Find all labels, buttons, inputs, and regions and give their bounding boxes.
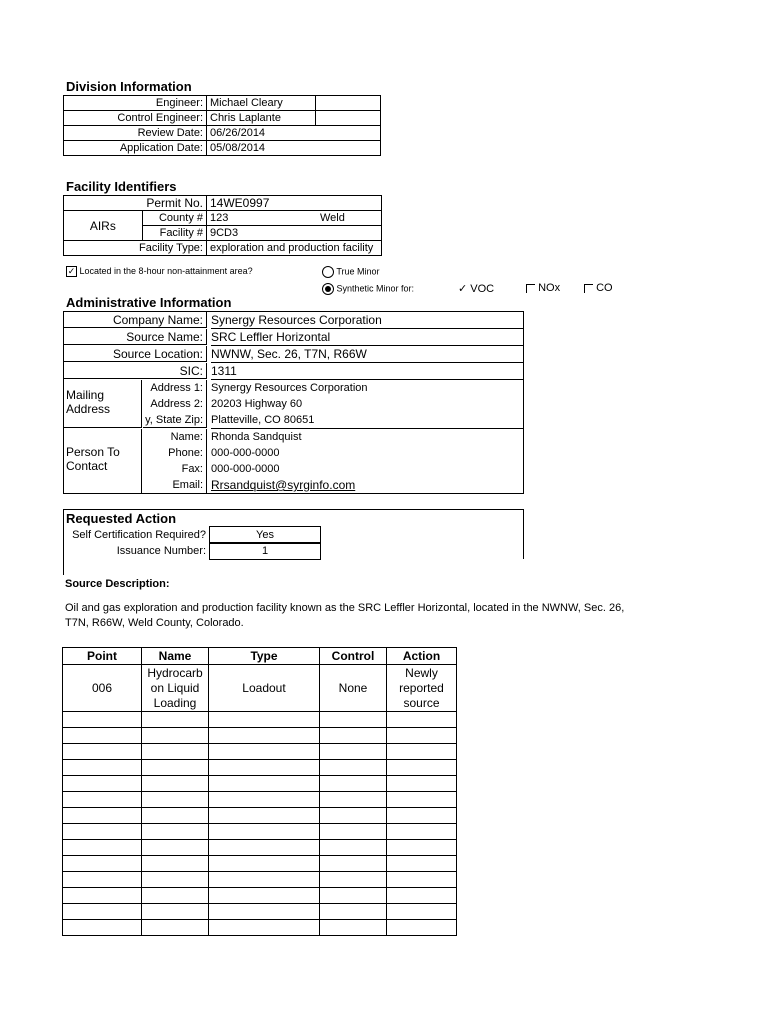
true-minor-radio[interactable] bbox=[322, 266, 334, 278]
nox-option bbox=[526, 282, 560, 294]
self-cert-value: Yes bbox=[209, 526, 321, 544]
empty-cell bbox=[142, 776, 209, 792]
empty-cell bbox=[387, 840, 457, 856]
empty-cell bbox=[63, 760, 142, 776]
division-table bbox=[63, 95, 381, 156]
empty-cell bbox=[142, 792, 209, 808]
empty-cell bbox=[387, 888, 457, 904]
empty-cell bbox=[320, 760, 387, 776]
table-row bbox=[64, 196, 382, 211]
requested-action-title: Requested Action bbox=[66, 511, 177, 526]
admin-title: Administrative Information bbox=[66, 295, 232, 310]
mailing-address-label bbox=[64, 380, 142, 428]
points-table bbox=[62, 647, 457, 936]
nox-label: NOx bbox=[538, 282, 561, 294]
empty-cell bbox=[320, 776, 387, 792]
table-row-empty bbox=[63, 904, 457, 920]
header-action: Action bbox=[387, 648, 457, 665]
empty-cell bbox=[142, 824, 209, 840]
empty-cell bbox=[320, 808, 387, 824]
empty-cell bbox=[142, 808, 209, 824]
empty-cell bbox=[63, 888, 142, 904]
empty-cell bbox=[142, 904, 209, 920]
airs-label: AIRs bbox=[64, 211, 143, 241]
header-type: Type bbox=[209, 648, 320, 665]
empty-cell bbox=[142, 744, 209, 760]
table-row bbox=[64, 96, 381, 111]
empty-cell bbox=[142, 840, 209, 856]
empty-cell bbox=[209, 712, 320, 728]
table-row bbox=[64, 126, 381, 141]
issuance-label: Issuance Number: bbox=[116, 545, 206, 557]
contact-fax-value: 000-000-0000 bbox=[211, 463, 280, 475]
location-value: NWNW, Sec. 26, T7N, R66W bbox=[211, 346, 523, 363]
location-label: Source Location: bbox=[64, 346, 207, 362]
mailing-field-labels bbox=[143, 380, 207, 428]
empty-cell bbox=[142, 728, 209, 744]
contact-name-value: Rhonda Sandquist bbox=[211, 431, 302, 443]
header-point: Point bbox=[63, 648, 142, 665]
voc-checkbox[interactable]: ✓ bbox=[458, 283, 468, 295]
address1-value: Synergy Resources Corporation bbox=[211, 382, 368, 394]
co-option bbox=[584, 282, 613, 294]
empty-cell bbox=[320, 712, 387, 728]
self-cert-label: Self Certification Required? bbox=[72, 529, 206, 541]
contact-phone-label: Phone: bbox=[168, 447, 203, 459]
empty-cell bbox=[142, 920, 209, 936]
empty-cell bbox=[142, 888, 209, 904]
empty-cell bbox=[387, 792, 457, 808]
cell-name bbox=[142, 665, 209, 712]
empty-cell bbox=[209, 840, 320, 856]
header-control: Control bbox=[320, 648, 387, 665]
source-description-line1: Oil and gas exploration and production facility known as the SRC Leffler Horizontal, located in the NWNW, Sec. 26, bbox=[65, 602, 625, 614]
empty-cell bbox=[63, 728, 142, 744]
contact-email-label: Email: bbox=[172, 479, 203, 491]
empty-cell bbox=[142, 856, 209, 872]
contact-label bbox=[64, 429, 142, 493]
empty-cell bbox=[320, 856, 387, 872]
cell-name-line1: Hydrocarb bbox=[147, 665, 203, 680]
facility-title: Facility Identifiers bbox=[66, 179, 177, 194]
facility-number-value: 9CD3 bbox=[207, 226, 382, 241]
application-date-value: 05/08/2014 bbox=[207, 141, 381, 156]
issuance-value: 1 bbox=[209, 542, 321, 560]
table-row-empty bbox=[63, 760, 457, 776]
application-date-label: Application Date: bbox=[64, 141, 207, 156]
table-row-empty bbox=[63, 712, 457, 728]
city-state-zip-label: y, State Zip: bbox=[145, 414, 203, 426]
table-header-row bbox=[63, 648, 457, 665]
left-rule bbox=[63, 558, 64, 575]
empty-cell bbox=[142, 712, 209, 728]
cell-point: 006 bbox=[63, 665, 142, 712]
cell-name-line2: on Liquid bbox=[150, 680, 200, 695]
co-checkbox[interactable] bbox=[584, 284, 593, 293]
synthetic-minor-label: Synthetic Minor for: bbox=[336, 283, 415, 294]
true-minor-row bbox=[322, 266, 380, 278]
division-title: Division Information bbox=[66, 79, 192, 94]
contact-label-line1: Person To bbox=[66, 445, 120, 459]
contact-field-values bbox=[211, 429, 523, 493]
permit-label: Permit No. bbox=[64, 196, 207, 211]
cell-action-line3: source bbox=[403, 695, 440, 710]
empty-cell bbox=[387, 920, 457, 936]
table-row-empty bbox=[63, 744, 457, 760]
mailing-label-line1: Mailing bbox=[66, 388, 105, 402]
control-engineer-extra bbox=[316, 111, 381, 126]
table-row-empty bbox=[63, 888, 457, 904]
table-row-empty bbox=[63, 792, 457, 808]
address1-label: Address 1: bbox=[150, 382, 203, 394]
contact-phone-value: 000-000-0000 bbox=[211, 447, 280, 459]
address2-value: 20203 Highway 60 bbox=[211, 398, 303, 410]
empty-cell bbox=[209, 776, 320, 792]
review-date-value: 06/26/2014 bbox=[207, 126, 381, 141]
company-label: Company Name: bbox=[64, 312, 207, 328]
empty-cell bbox=[63, 904, 142, 920]
cell-action-line1: Newly bbox=[405, 665, 438, 680]
empty-cell bbox=[63, 792, 142, 808]
empty-cell bbox=[209, 872, 320, 888]
empty-cell bbox=[63, 776, 142, 792]
empty-cell bbox=[320, 872, 387, 888]
empty-cell bbox=[387, 872, 457, 888]
empty-cell bbox=[387, 808, 457, 824]
mailing-label-line2: Address bbox=[66, 402, 111, 416]
cell-name-line3: Loading bbox=[153, 695, 197, 710]
table-row-empty bbox=[63, 840, 457, 856]
company-value: Synergy Resources Corporation bbox=[211, 312, 523, 329]
empty-cell bbox=[320, 744, 387, 760]
empty-cell bbox=[209, 904, 320, 920]
empty-cell bbox=[387, 712, 457, 728]
empty-cell bbox=[320, 920, 387, 936]
voc-option bbox=[458, 282, 494, 295]
empty-cell bbox=[209, 760, 320, 776]
contact-fax-label: Fax: bbox=[181, 463, 203, 475]
empty-cell bbox=[63, 920, 142, 936]
requested-action-box bbox=[63, 509, 524, 559]
empty-cell bbox=[320, 888, 387, 904]
synthetic-minor-row bbox=[322, 283, 414, 295]
empty-cell bbox=[209, 856, 320, 872]
true-minor-label: True Minor bbox=[336, 266, 380, 277]
empty-cell bbox=[209, 792, 320, 808]
engineer-extra bbox=[316, 96, 381, 111]
synthetic-minor-radio[interactable] bbox=[322, 283, 334, 295]
control-engineer-value: Chris Laplante bbox=[207, 111, 316, 126]
cell-action bbox=[387, 665, 457, 712]
admin-box bbox=[63, 311, 524, 494]
review-date-label: Review Date: bbox=[64, 126, 207, 141]
contact-field-labels bbox=[143, 429, 207, 493]
empty-cell bbox=[63, 808, 142, 824]
source-description-text bbox=[65, 601, 705, 631]
empty-cell bbox=[209, 744, 320, 760]
control-engineer-label: Control Engineer: bbox=[64, 111, 207, 126]
source-label: Source Name: bbox=[64, 329, 207, 345]
sic-label: SIC: bbox=[64, 363, 207, 379]
header-name: Name bbox=[142, 648, 209, 665]
voc-label: VOC bbox=[470, 283, 495, 295]
mailing-field-values bbox=[211, 380, 523, 429]
county-label: County # bbox=[142, 211, 206, 226]
empty-cell bbox=[320, 904, 387, 920]
nox-checkbox[interactable] bbox=[526, 284, 535, 293]
table-row-empty bbox=[63, 728, 457, 744]
contact-email-link[interactable]: Rrsandquist@syrginfo.com bbox=[211, 478, 356, 492]
cell-type: Loadout bbox=[209, 665, 320, 712]
empty-cell bbox=[142, 872, 209, 888]
facility-number-label: Facility # bbox=[142, 226, 206, 241]
empty-cell bbox=[142, 760, 209, 776]
empty-cell bbox=[387, 728, 457, 744]
empty-cell bbox=[320, 840, 387, 856]
empty-cell bbox=[63, 840, 142, 856]
empty-cell bbox=[387, 856, 457, 872]
nonattainment-checkbox[interactable]: ✓ bbox=[67, 266, 76, 277]
nonattainment-row bbox=[66, 266, 253, 277]
empty-cell bbox=[209, 808, 320, 824]
empty-cell bbox=[63, 872, 142, 888]
co-label: CO bbox=[596, 282, 613, 294]
sic-value: 1311 bbox=[211, 363, 523, 380]
empty-cell bbox=[320, 792, 387, 808]
source-description-line2: T7N, R66W, Weld County, Colorado. bbox=[65, 617, 244, 629]
facility-type-value: exploration and production facility bbox=[207, 241, 382, 256]
empty-cell bbox=[320, 728, 387, 744]
cell-control: None bbox=[320, 665, 387, 712]
empty-cell bbox=[63, 824, 142, 840]
table-row-empty bbox=[63, 872, 457, 888]
table-row bbox=[64, 111, 381, 126]
table-row-empty bbox=[63, 856, 457, 872]
empty-cell bbox=[387, 744, 457, 760]
table-row-empty bbox=[63, 824, 457, 840]
empty-cell bbox=[209, 888, 320, 904]
address2-label: Address 2: bbox=[150, 398, 203, 410]
county-value: 123 bbox=[207, 211, 318, 226]
empty-cell bbox=[209, 728, 320, 744]
table-row bbox=[63, 665, 457, 712]
facility-table bbox=[63, 195, 382, 256]
county-name: Weld bbox=[317, 211, 382, 226]
nonattainment-label: Located in the 8-hour non-attainment area? bbox=[79, 266, 253, 276]
city-state-zip-value: Platteville, CO 80651 bbox=[211, 414, 315, 426]
table-row bbox=[64, 211, 382, 226]
empty-cell bbox=[387, 824, 457, 840]
table-row-empty bbox=[63, 776, 457, 792]
empty-cell bbox=[209, 824, 320, 840]
empty-cell bbox=[387, 904, 457, 920]
empty-cell bbox=[320, 824, 387, 840]
empty-cell bbox=[387, 776, 457, 792]
permit-value: 14WE0997 bbox=[207, 196, 382, 211]
table-row bbox=[64, 141, 381, 156]
empty-cell bbox=[63, 712, 142, 728]
source-value: SRC Leffler Horizontal bbox=[211, 329, 523, 346]
contact-name-label: Name: bbox=[170, 431, 203, 443]
table-row-empty bbox=[63, 920, 457, 936]
facility-type-label: Facility Type: bbox=[64, 241, 207, 256]
empty-cell bbox=[63, 856, 142, 872]
empty-cell bbox=[387, 760, 457, 776]
engineer-value: Michael Cleary bbox=[207, 96, 316, 111]
engineer-label: Engineer: bbox=[64, 96, 207, 111]
cell-action-line2: reported bbox=[399, 680, 444, 695]
contact-label-line2: Contact bbox=[66, 459, 108, 473]
empty-cell bbox=[63, 744, 142, 760]
table-row bbox=[64, 241, 382, 256]
empty-cell bbox=[209, 920, 320, 936]
table-row-empty bbox=[63, 808, 457, 824]
source-description-title: Source Description: bbox=[65, 578, 170, 590]
